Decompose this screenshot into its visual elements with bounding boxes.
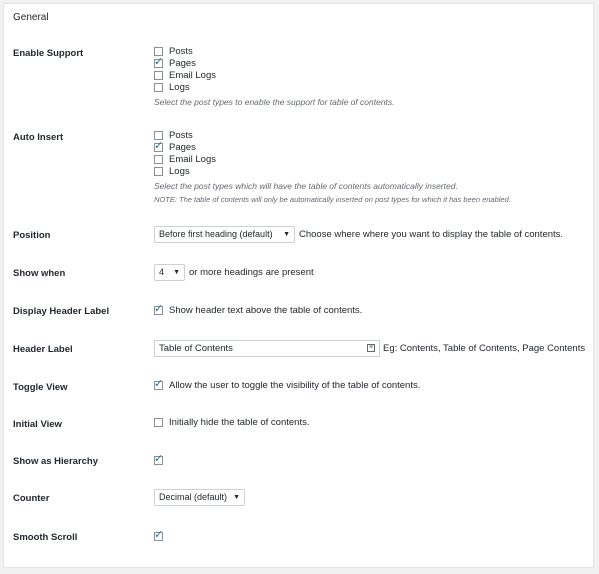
enable-support-pages-checkbox[interactable] <box>154 56 164 68</box>
chevron-down-icon: ▼ <box>173 269 180 276</box>
enable-support-description: Select the post types to enable the support for table of contents. <box>154 97 395 107</box>
auto-insert-email-logs-label: Email Logs <box>169 154 216 165</box>
enable-support-logs-checkbox[interactable] <box>154 83 163 92</box>
initial-view-label: Initial View <box>13 419 62 430</box>
settings-panel <box>3 3 594 568</box>
auto-insert-posts-label: Posts <box>169 130 193 141</box>
initial-view-checkbox[interactable] <box>154 418 163 427</box>
enable-support-pages-label: Pages <box>169 58 196 69</box>
chevron-down-icon: ▼ <box>233 494 240 501</box>
show-as-hierarchy-checkbox[interactable] <box>154 453 164 465</box>
auto-insert-logs-checkbox[interactable] <box>154 167 163 176</box>
enable-support-label: Enable Support <box>13 48 84 59</box>
show-when-select-value: 4 <box>159 267 165 277</box>
toggle-view-text: Allow the user to toggle the visibility of the table of contents. <box>169 380 421 391</box>
position-select[interactable] <box>154 226 295 243</box>
list-icon[interactable]: ≡ <box>368 344 374 351</box>
position-select-value: Before first heading (default) <box>159 229 273 239</box>
toggle-view-checkbox[interactable] <box>154 378 164 390</box>
display-header-label-checkbox[interactable] <box>154 303 164 315</box>
display-header-label-label: Display Header Label <box>13 306 110 317</box>
enable-support-email-logs-label: Email Logs <box>169 70 216 81</box>
checkmark-icon: ✓ <box>154 529 164 541</box>
section-title: General <box>13 12 49 23</box>
checkmark-icon: ✓ <box>154 140 164 152</box>
enable-support-email-logs-checkbox[interactable] <box>154 71 163 80</box>
enable-support-logs-label: Logs <box>169 82 190 93</box>
auto-insert-label: Auto Insert <box>13 132 64 143</box>
header-label-label: Header Label <box>13 344 73 355</box>
checkmark-icon: ✓ <box>154 453 164 465</box>
enable-support-posts-checkbox[interactable] <box>154 47 163 56</box>
header-label-input[interactable] <box>154 340 380 357</box>
show-as-hierarchy-label: Show as Hierarchy <box>13 456 99 467</box>
initial-view-text: Initially hide the table of contents. <box>169 417 310 428</box>
auto-insert-description: Select the post types which will have the table of contents automatically inserted. <box>154 181 458 191</box>
show-when-suffix: or more headings are present <box>189 267 314 278</box>
show-when-select[interactable] <box>154 264 185 281</box>
auto-insert-pages-label: Pages <box>169 142 196 153</box>
header-label-input-value: Table of Contents <box>159 343 233 354</box>
show-when-label: Show when <box>13 268 66 279</box>
position-label: Position <box>13 230 51 241</box>
auto-insert-email-logs-checkbox[interactable] <box>154 155 163 164</box>
header-label-example: Eg: Contents, Table of Contents, Page Contents <box>383 343 586 354</box>
smooth-scroll-checkbox[interactable] <box>154 529 164 541</box>
auto-insert-pages-checkbox[interactable] <box>154 140 164 152</box>
position-help: Choose where where you want to display the table of contents. <box>299 229 564 240</box>
auto-insert-posts-checkbox[interactable] <box>154 131 163 140</box>
checkmark-icon: ✓ <box>154 56 164 68</box>
smooth-scroll-label: Smooth Scroll <box>13 532 78 543</box>
auto-insert-note: NOTE: The table of contents will only be automatically inserted on post types for which it has been enabled. <box>154 195 511 204</box>
auto-insert-logs-label: Logs <box>169 166 190 177</box>
counter-select[interactable] <box>154 489 245 506</box>
checkmark-icon: ✓ <box>154 303 164 315</box>
checkmark-icon: ✓ <box>154 378 164 390</box>
counter-label: Counter <box>13 493 50 504</box>
enable-support-posts-label: Posts <box>169 46 193 57</box>
toggle-view-label: Toggle View <box>13 382 68 393</box>
display-header-label-text: Show header text above the table of contents. <box>169 305 363 316</box>
chevron-down-icon: ▼ <box>283 231 290 238</box>
counter-select-value: Decimal (default) <box>159 492 228 502</box>
